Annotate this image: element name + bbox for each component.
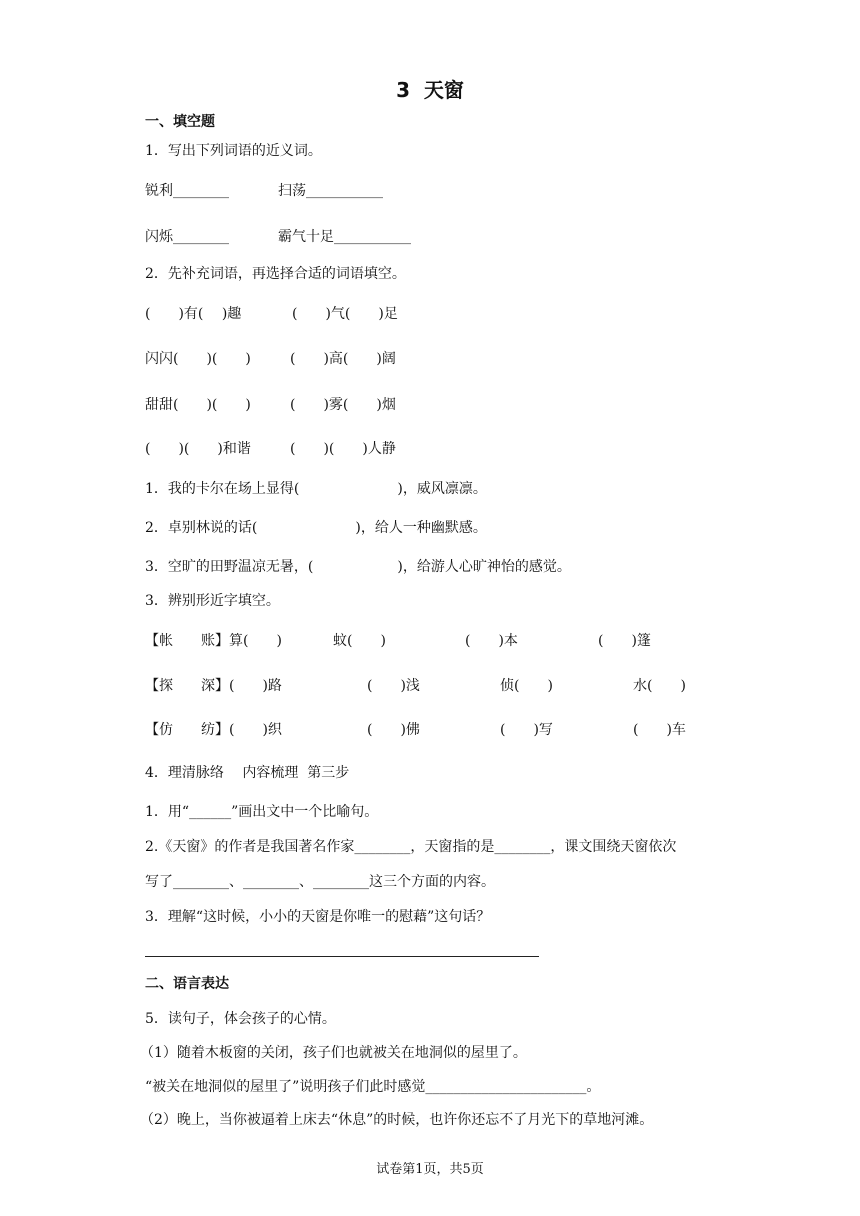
- q1-item-shanshuo: 闪烁________: [145, 229, 229, 245]
- question-4-prompt: 4．理清脉络 内容梳理 第三步: [145, 765, 350, 781]
- q3-row3-group: 【仿 纺】( )织: [145, 722, 282, 738]
- q3-row2-item4: 水( ): [633, 678, 686, 694]
- q4-item-1: 1．用“______”画出文中一个比喻句。: [145, 804, 379, 820]
- q5-passage-1-question: “被关在地洞似的屋里了”说明孩子们此时感觉_______________________。: [145, 1079, 601, 1095]
- q2-word-6: ( )雾( )烟: [290, 397, 396, 413]
- q3-row2-group: 【探 深】( )路: [145, 678, 282, 694]
- q3-row1-item4: ( )篷: [598, 633, 651, 649]
- q4-item-2-line2: 写了________、________、________这三个方面的内容。: [145, 874, 495, 890]
- q2-word-5: 甜甜( )( ): [145, 397, 251, 413]
- q5-passage-1: （1）随着木板窗的关闭，孩子们也就被关在地洞似的屋里了。: [140, 1045, 527, 1061]
- q3-row2-item3: 侦( ): [500, 678, 553, 694]
- q4-item-2-line1: 2.《天窗》的作者是我国著名作家________，天窗指的是________，课文围绕天窗依次: [145, 839, 677, 855]
- question-3-prompt: 3．辨别形近字填空。: [145, 593, 280, 609]
- q3-row1-group: 【帐 账】算( ): [145, 633, 282, 649]
- q3-row2-item2: ( )浅: [367, 678, 420, 694]
- q4-item-3: 3．理解“这时候，小小的天窗是你唯一的慰藉”这句话？: [145, 909, 491, 925]
- q2-word-1: ( )有( )趣: [145, 306, 242, 322]
- q3-row3-item3: ( )写: [500, 722, 553, 738]
- q1-item-saodang: 扫荡___________: [278, 183, 383, 199]
- question-1-prompt: 1．写出下列词语的近义词。: [145, 143, 322, 159]
- section-heading-fill-blanks: 一、填空题: [145, 114, 215, 130]
- question-5-prompt: 5．读句子，体会孩子的心情。: [145, 1011, 336, 1027]
- q3-row3-item4: ( )车: [633, 722, 686, 738]
- question-2-prompt: 2．先补充词语，再选择合适的词语填空。: [145, 266, 406, 282]
- page-footer: 试卷第1页，共5页: [376, 1162, 484, 1177]
- q3-row1-item3: ( )本: [465, 633, 518, 649]
- q2-word-3: 闪闪( )( ): [145, 351, 251, 367]
- q2-word-7: ( )( )和谐: [145, 441, 251, 457]
- page-title: 3 天窗: [396, 78, 464, 102]
- q1-item-ruili: 锐利________: [145, 183, 229, 199]
- q2-sentence-3: 3．空旷的田野温凉无暑，( )，给游人心旷神怡的感觉。: [145, 559, 571, 575]
- q3-row3-item2: ( )佛: [367, 722, 420, 738]
- section-heading-language-expression: 二、语言表达: [145, 976, 229, 992]
- answer-line: [145, 956, 539, 957]
- q2-word-4: ( )高( )阔: [290, 351, 396, 367]
- q5-passage-2: （2）晚上，当你被逼着上床去“休息”的时候，也许你还忘不了月光下的草地河滩。: [140, 1112, 654, 1128]
- q3-row1-item2: 蚊( ): [333, 633, 386, 649]
- q1-item-baqishizu: 霸气十足___________: [278, 229, 411, 245]
- q2-word-8: ( )( )人静: [290, 441, 396, 457]
- q2-word-2: ( )气( )足: [292, 306, 398, 322]
- q2-sentence-1: 1．我的卡尔在场上显得( )，威风凛凛。: [145, 481, 487, 497]
- q2-sentence-2: 2．卓别林说的话( )，给人一种幽默感。: [145, 520, 487, 536]
